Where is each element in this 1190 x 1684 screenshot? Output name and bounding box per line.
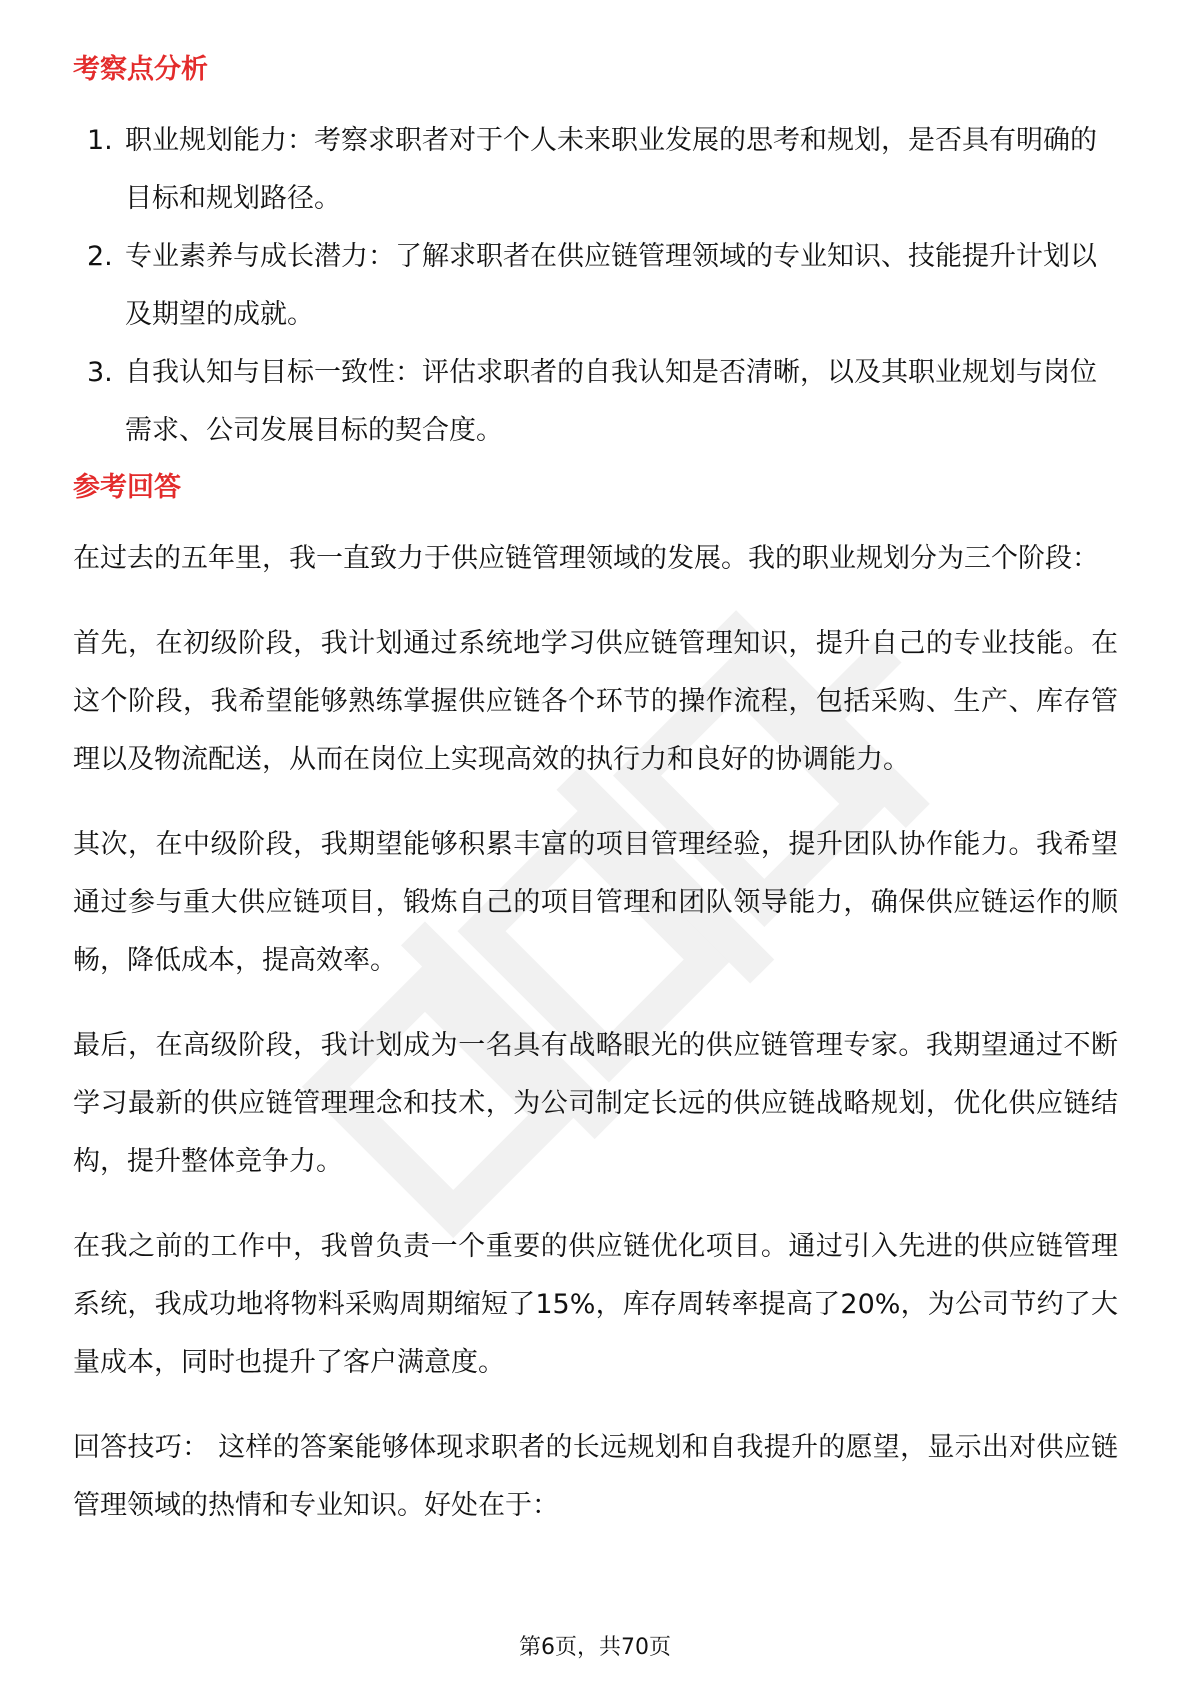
list-item-text: 自我认知与目标一致性：评估求职者的自我认知是否清晰，以及其职业规划与岗位需求、公司发展目标的契合度。 bbox=[125, 357, 1097, 446]
answer-tip-paragraph: 回答技巧： 这样的答案能够体现求职者的长远规划和自我提升的愿望，显示出对供应链管理领域的热情和专业知识。好处在于： bbox=[73, 1432, 1118, 1521]
answer-paragraph: 最后，在高级阶段，我计划成为一名具有战略眼光的供应链管理专家。我期望通过不断学习最新的供应链管理理念和技术，为公司制定长远的供应链战略规划，优化供应链结构，提升整体竞争力。 bbox=[73, 1030, 1118, 1177]
answer-heading: 参考回答 bbox=[73, 472, 181, 503]
list-item bbox=[73, 344, 1118, 460]
list-item-number: 2. bbox=[87, 241, 113, 272]
answer-paragraph: 首先，在初级阶段，我计划通过系统地学习供应链管理知识，提升自己的专业技能。在这个阶段，我希望能够熟练掌握供应链各个环节的操作流程，包括采购、生产、库存管理以及物流配送，从而在岗位上实现高效的执行力和良好的协调能力。 bbox=[73, 628, 1118, 775]
page-number: 第6页，共70页 bbox=[519, 1635, 671, 1660]
answer-paragraph: 在过去的五年里，我一直致力于供应链管理领域的发展。我的职业规划分为三个阶段： bbox=[73, 543, 1099, 574]
list-item bbox=[73, 112, 1118, 228]
list-item-text: 专业素养与成长潜力：了解求职者在供应链管理领域的专业知识、技能提升计划以及期望的成就。 bbox=[125, 241, 1097, 330]
list-item-number: 1. bbox=[87, 125, 113, 156]
analysis-heading: 考察点分析 bbox=[73, 54, 208, 85]
answer-paragraph: 在我之前的工作中，我曾负责一个重要的供应链优化项目。通过引入先进的供应链管理系统，我成功地将物料采购周期缩短了15%，库存周转率提高了20%，为公司节约了大量成本，同时也提升了客户满意度。 bbox=[73, 1231, 1118, 1378]
analysis-list bbox=[73, 112, 1118, 460]
list-item bbox=[73, 228, 1118, 344]
main-content bbox=[73, 50, 1118, 1559]
answer-paragraph: 其次，在中级阶段，我期望能够积累丰富的项目管理经验，提升团队协作能力。我希望通过参与重大供应链项目，锻炼自己的项目管理和团队领导能力，确保供应链运作的顺畅，降低成本，提高效率。 bbox=[73, 829, 1118, 976]
list-item-text: 职业规划能力：考察求职者对于个人未来职业发展的思考和规划，是否具有明确的目标和规划路径。 bbox=[125, 125, 1097, 214]
list-item-number: 3. bbox=[87, 357, 113, 388]
